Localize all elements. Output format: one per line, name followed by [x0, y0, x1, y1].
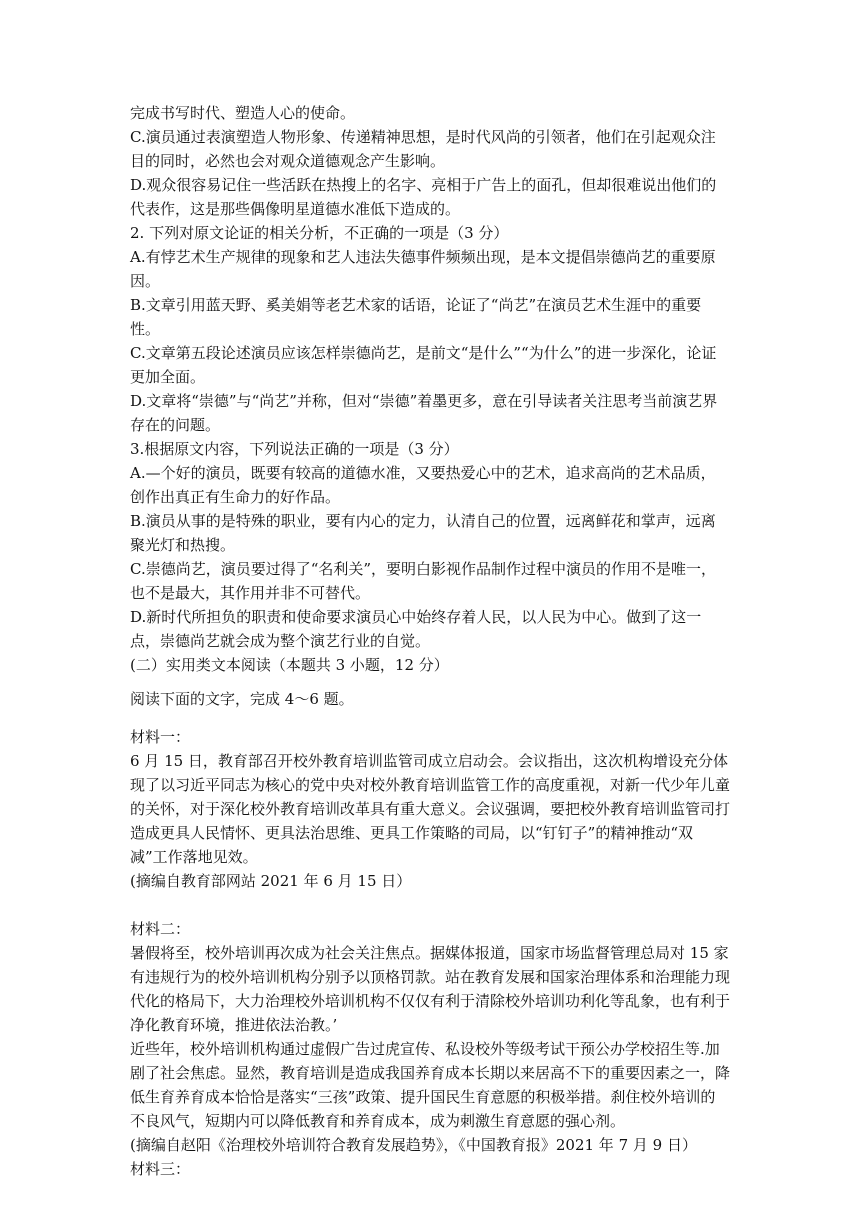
material-two-paragraph-1: 暑假将至，校外培训再次成为社会关注焦点。据媒体报道，国家市场监督管理总局对 15 家有违规行为的校外培训机构分别予以顶格罚款。站在教育发展和国家治理体系和治理能力现代化的格局下，大力治理校外培训机构不仅仅有利于清除校外培训功利化等乱象，也有利于净化教育环境，推进依法治教。’ — [130, 944, 731, 1034]
document-page — [130, 101, 730, 1181]
spacer — [130, 711, 730, 725]
q2-option-c: C.文章第五段论述演员应该怎样崇德尚艺，是前文“是什么”“为什么”的进一步深化，论证更加全面。 — [130, 344, 717, 386]
material-two-heading: 材料二： — [130, 920, 191, 938]
question-3-stem: 3.根据原文内容，下列说法正确的一项是（3 分） — [130, 440, 459, 458]
q1-option-c: C.演员通过表演塑造人物形象、传递精神思想，是时代风尚的引领者，他们在引起观众注目的同时，必然也会对观众道德观念产生影响。 — [130, 128, 716, 170]
spacer — [130, 677, 730, 687]
q3-option-a: A.—个好的演员，既要有较高的道德水准，又要热爱心中的艺术，追求高尚的艺术品质，创作出真正有生命力的好作品。 — [130, 464, 716, 506]
question-2-stem: 2. 下列对原文论证的相关分析，不正确的一项是（3 分） — [130, 224, 509, 242]
q3-option-c: C.崇德尚艺，演员要过得了“名利关”，要明白影视作品制作过程中演员的作用不是唯一，也不是最大，其作用并非不可替代。 — [130, 560, 717, 602]
q3-option-d: D.新时代所担负的职责和使命要求演员心中始终存着人民，以人民为中心。做到了这一点，崇德尚艺就会成为整个演艺行业的自觉。 — [130, 608, 702, 650]
q3-option-b: B.演员从事的是特殊的职业，要有内心的定力，认清自己的位置，远离鲜花和掌声，远离聚光灯和热搜。 — [130, 512, 716, 554]
material-two-paragraph-2: 近些年，校外培训机构通过虚假广告过虎宣传、私设校外等级考试干预公办学校招生等.加剧了社会焦虑。显然，教育培训是造成我国养育成本长期以来居高不下的重要因素之一，降低生育养育成本恰恰是落实“三孩”政策、提升国民生育意愿的积极举措。刹住校外培训的不良风气，短期内可以降低教育和养育成本，成为刺激生育意愿的强心剂。 — [130, 1040, 731, 1130]
material-two-source: (摘编自赵阳《治理校外培训符合教育发展趋势》，《中国教育报》2021 年 7 月 9 日） — [130, 1136, 697, 1154]
material-one-source: (摘编自教育部网站 2021 年 6 月 15 日） — [130, 872, 412, 890]
reading-instruction: 阅读下面的文字，完成 4〜6 题。 — [130, 690, 354, 708]
q2-option-d: D.文章将“崇德”与“尚艺”并称，但对“崇德”着墨更多，意在引导读者关注思考当前演艺界存在的问题。 — [130, 392, 718, 434]
spacer — [130, 893, 730, 917]
paragraph-previous-continuation: 完成书写时代、塑造人心的使命。 — [130, 104, 356, 122]
q2-option-b: B.文章引用蓝天野、奚美娟等老艺术家的话语，论证了“尚艺”在演员艺术生涯中的重要性。 — [130, 296, 702, 338]
material-one-heading: 材料一： — [130, 728, 191, 746]
section-heading-practical-reading: (二）实用类文本阅读（本题共 3 小题，12 分） — [130, 656, 449, 674]
material-one-body: 6 月 15 日，教育部召开校外教育培训监管司成立启动会。会议指出，这次机构增设充分体现了以习近平同志为核心的党中央对校外教育培训监管工作的高度重视，对新一代少年儿童的关怀，对于深化校外教育培训改革具有重大意义。会议强调，要把校外教育培训监管司打造成更具人民情怀、更具法治思维、更具工作策略的司局，以“钉钉子”的精神推动“双减”工作落地见效。 — [130, 752, 731, 866]
material-three-heading: 材料三： — [130, 1160, 191, 1178]
q1-option-d: D.观众很容易记住一些活跃在热搜上的名字、亮相于广告上的面孔，但却很难说出他们的代表作，这是那些偶像明星道德水准低下造成的。 — [130, 176, 717, 218]
q2-option-a: A.有悖艺术生产规律的现象和艺人违法失德事件频频出现，是本文提倡崇德尚艺的重要原因。 — [130, 248, 716, 290]
